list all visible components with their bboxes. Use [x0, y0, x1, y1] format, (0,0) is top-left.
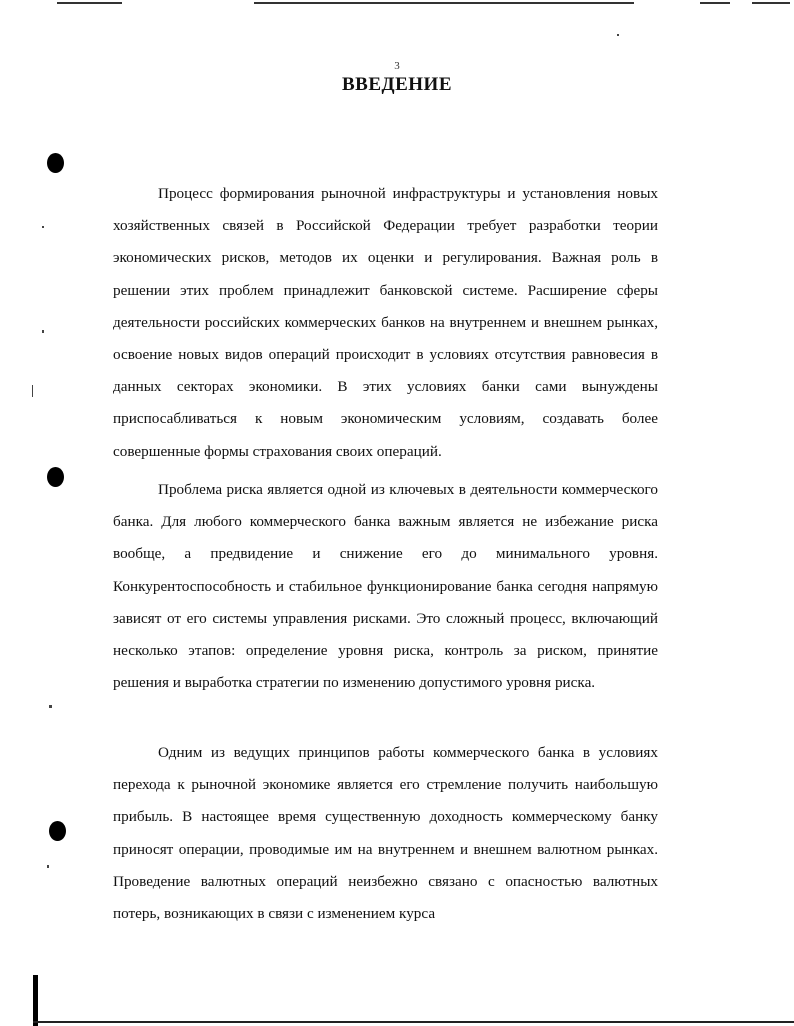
scan-artifact-line [700, 2, 730, 4]
scan-artifact-line [752, 2, 790, 4]
page-number: 3 [394, 60, 400, 72]
scan-artifact-line [57, 2, 122, 4]
punch-hole [49, 821, 66, 841]
scan-speck [47, 865, 49, 868]
page-title: ВВЕДЕНИЕ [342, 74, 452, 95]
scan-speck [617, 34, 619, 36]
punch-hole [47, 153, 64, 173]
punch-hole [47, 467, 64, 487]
scan-speck [42, 330, 44, 333]
scan-speck [42, 226, 44, 228]
scan-bottom-edge [33, 1021, 794, 1023]
scan-speck [49, 705, 52, 708]
scan-artifact-line [254, 2, 634, 4]
paragraph-2: Проблема риска является одной из ключевых в деятельности коммерческого банка. Для любого коммерческого банка важным является не избежание риска вообще, а предвидение и снижение его до минимального уровня. Конкурентоспособность и стабильное функционирование банка сегодня напрямую зависят от его системы управления рисками. Это сложный процесс, включающий несколько этапов: определение уровня риска, контроль за риском, принятие решения и выработка стратегии по изменению допустимого уровня риска. [113, 481, 658, 692]
scan-speck [32, 385, 33, 397]
paragraph-1: Процесс формирования рыночной инфраструктуры и установления новых хозяйственных связей в Российской Федерации требует разработки теории экономических рисков, методов их оценки и регулирования. Важная роль в решении этих проблем принадлежит банковской системе. Расширение сферы деятельности российских коммерческих банков на внутреннем и внешнем рынках, освоение новых видов операций происходит в условиях отсутствия равновесия в данных секторах экономики. В этих условиях банки сами вынуждены приспосабливаться к новым экономическим условиям, создавать более совершенные формы страхования своих операций. [113, 185, 658, 460]
scan-margin-bar [33, 975, 38, 1026]
paragraph-3: Одним из ведущих принципов работы коммерческого банка в условиях перехода к рыночной экономике является его стремление получить наибольшую прибыль. В настоящее время существенную доходность коммерческому банку приносят операции, проводимые им на внутреннем и внешнем валютном рынках. Проведение валютных операций неизбежно связано с опасностью валютных потерь, возникающих в связи с изменением курса [113, 744, 658, 923]
